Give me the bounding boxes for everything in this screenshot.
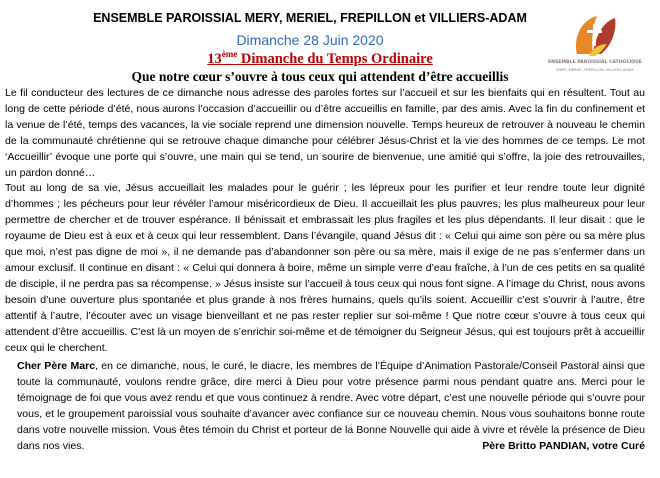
parish-logo — [543, 10, 647, 82]
farewell-text: , en ce dimanche, nous, le curé, le diacre, les membres de l’Équipe d’Animation Pastorale/Conseil Pastoral ainsi que toute la communauté, voulons rendre grâce, dire merci à Dieu pour votre présence parmi nous pendant quatre ans. Merci pour le témoignage de foi que vous avez rendu et que vous continuez à rendre. Avec votre départ, c’est une nouvelle période qui s’ouvre pour vous, et le groupement paroissial vous souhaite d’avancer avec confiance sur ce nouveau chemin. Nous vous souhaitons bonne route dans votre nouvelle mission. Vous êtes témoin du Christ et porteur de la Bonne Nouvelle qui aide à vivre et révèle la présence de Dieu dans nos vies. — [17, 360, 645, 452]
signature: Père Britto PANDIAN, votre Curé — [482, 439, 645, 452]
logo-subtitle: MERY, MERIEL, FREPILLON, VILLIERS-ADAM — [556, 68, 634, 72]
paragraph-accueil-intro: Le fil conducteur des lectures de ce dimanche nous adresse des paroles fortes sur l’accueil et sur les bienfaits qui en résultent. Tout au long de cette période d’été, nous aurons l’occasion d’accueillir ou d’être accueillis en famille, par des amis. Avec la fin du confinement et la venue de l’été, temps des vacances, la vie sociale reprend une dimension nouvelle. Temps heureux de retrouver à nouveau le chemin de la communauté chrétienne qui se retrouve chaque dimanche pour célébrer Jésus-Christ et la vie des hommes de ce temps. Le mot ‘Accueillir’ évoque une porte qui s’ouvre, une main qui se tend, un sourire de bienvenue, une amitié qui s’offre, la joie des retrouvailles, un pardon donné… — [5, 87, 645, 179]
date-line: Dimanche 28 Juin 2020 — [236, 32, 384, 48]
paragraph-farewell — [5, 359, 645, 454]
title-number: 13 — [207, 51, 222, 67]
organization-header: ENSEMBLE PAROISSIAL MERY, MERIEL, FREPILLON et VILLIERS-ADAM — [93, 11, 527, 25]
bulletin-body — [5, 86, 645, 455]
paragraph-jesus-accueil: Tout au long de sa vie, Jésus accueillait les malades pour le guérir ; les lépreux pour les purifier et leur rendre toute leur dignité d’hommes ; les pécheurs pour leur révéler l’amour miséricordieux de Dieu. Il accueillait les plus pauvres, les plus malheureux pour leur permettre de chercher et de trouver espérance. Il bénissait et embrassait les plus fragiles et les plus dépendants. Il leur disait : que le royaume de Dieu est à eux et à ceux qui leur ressemblent. Dans l’évangile, quand Jésus dit : « Celui qui aime son père ou sa mère plus que moi, n’est pas digne de moi », il ne demande pas d’abandonner son père ou sa mère, mais il exige de ne pas s’enfermer dans un amour exclusif. Il continue en disant : « Celui qui donnera à boire, même un simple verre d’eau fraîche, à l’un de ces petits en sa qualité de disciple, il ne perdra pas sa récompense. » Jésus insiste sur l’accueil à tous ceux qui nous font signe. A l’image du Christ, nous avons besoin d’une ouverture plus spontanée et plus grande à nos frères humains, quels qu’ils soient. Accueillir c’est s’ouvrir à l’autre, être attentif à l’autre, l’écouter avec un visage bienveillant et ne pas rester replier sur soi-même ! Que notre cœur s’ouvre à tous ceux qui attendent d’être accueillis. C’est là un moyen de s’enrichir soi-même et de témoigner du Seigneur Jésus, qui est toujours prêt à accueillir ceux qui le cherchent. — [5, 182, 645, 354]
farewell-addressee: Cher Père Marc — [17, 360, 96, 373]
title-text: Dimanche du Temps Ordinaire — [237, 51, 433, 67]
parish-logo-emblem — [543, 10, 647, 60]
logo-title: ENSEMBLE PAROISSIAL CATHOLIQUE — [548, 60, 642, 65]
title-ordinal: ème — [221, 49, 238, 60]
subtitle: Que notre cœur s’ouvre à tous ceux qui attendent d’être accueillis — [131, 69, 509, 84]
